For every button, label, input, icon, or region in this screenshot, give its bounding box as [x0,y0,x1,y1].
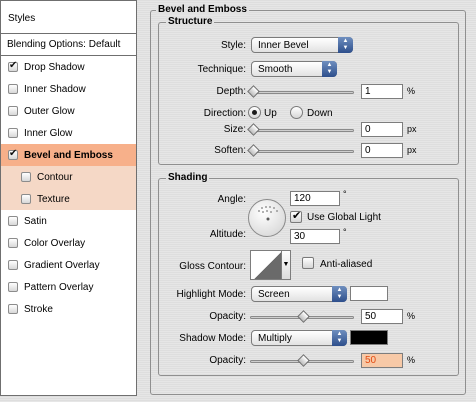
style-select-value: Inner Bevel [258,40,309,51]
style-item-label: Inner Glow [24,127,73,139]
highlight-mode-label: Highlight Mode: [176,289,246,300]
bevel-and-emboss-checkbox[interactable] [8,150,18,160]
highlight-opacity-input[interactable]: 50 [361,309,403,324]
inner-glow-checkbox[interactable] [8,128,18,138]
depth-unit: % [407,86,416,96]
texture-checkbox[interactable] [21,194,31,204]
technique-select[interactable] [251,61,337,77]
use-global-light-checkbox[interactable] [290,211,302,223]
shadow-mode-label: Shadow Mode: [179,333,246,344]
soften-unit: px [407,145,417,155]
direction-down-radio[interactable] [290,106,303,119]
style-item-texture[interactable] [1,188,136,210]
highlight-mode-value: Screen [258,289,290,300]
anti-aliased-label: Anti-aliased [320,259,373,270]
shadow-mode-select[interactable] [251,330,347,346]
style-item-outer-glow[interactable] [1,100,136,122]
up-down-arrows-icon: ▲ ▼ [332,286,347,302]
highlight-mode-select[interactable] [251,286,347,302]
direction-down-label: Down [307,108,333,119]
structure-title: Structure [168,16,213,27]
style-item-contour[interactable] [1,166,136,188]
soften-slider[interactable] [250,150,354,153]
styles-header[interactable]: Styles [1,1,136,34]
pattern-overlay-checkbox[interactable] [8,282,18,292]
size-input[interactable]: 0 [361,122,403,137]
style-item-label: Drop Shadow [24,61,85,73]
blending-options-item[interactable]: Blending Options: Default [1,34,136,56]
shadow-opacity-input[interactable]: 50 [361,353,403,368]
size-unit: px [407,124,417,134]
technique-select-value: Smooth [258,64,293,75]
style-item-label: Inner Shadow [24,83,86,95]
direction-up-radio[interactable] [248,106,261,119]
altitude-unit: ° [343,227,347,237]
style-item-label: Contour [37,171,73,183]
shadow-opacity-slider[interactable] [250,360,354,363]
inner-shadow-checkbox[interactable] [8,84,18,94]
gloss-contour-label: Gloss Contour: [179,261,246,272]
style-item-stroke[interactable] [1,298,136,320]
style-item-label: Outer Glow [24,105,75,117]
angle-dial[interactable] [248,199,286,237]
technique-label: Technique: [197,64,246,75]
style-item-pattern-overlay[interactable] [1,276,136,298]
outer-glow-checkbox[interactable] [8,106,18,116]
style-item-label: Satin [24,215,47,227]
highlight-color-swatch[interactable] [350,286,388,301]
styles-panel [0,0,137,396]
altitude-label: Altitude: [209,229,246,240]
style-item-color-overlay[interactable] [1,232,136,254]
altitude-input[interactable]: 30 [290,229,340,244]
style-label: Style: [220,40,246,51]
angle-label: Angle: [217,194,246,205]
drop-shadow-checkbox[interactable] [8,62,18,72]
soften-label: Soften: [214,145,246,156]
stroke-checkbox[interactable] [8,304,18,314]
bevel-emboss-title: Bevel and Emboss [158,4,247,15]
up-down-arrows-icon: ▲ ▼ [332,330,347,346]
satin-checkbox[interactable] [8,216,18,226]
style-item-label: Color Overlay [24,237,86,249]
angle-input[interactable]: 120 [290,191,340,206]
style-select[interactable] [251,37,353,53]
depth-input[interactable]: 1 [361,84,403,99]
style-item-inner-glow[interactable] [1,122,136,144]
style-item-label: Stroke [24,303,53,315]
style-item-bevel-and-emboss[interactable] [1,144,136,166]
shading-title: Shading [168,172,208,183]
chevron-down-icon[interactable]: ▼ [281,250,291,280]
direction-up-label: Up [264,108,277,119]
gradient-overlay-checkbox[interactable] [8,260,18,270]
color-overlay-checkbox[interactable] [8,238,18,248]
contour-checkbox[interactable] [21,172,31,182]
style-item-label: Texture [37,193,70,205]
style-item-inner-shadow[interactable] [1,78,136,100]
style-item-satin[interactable] [1,210,136,232]
style-item-label: Pattern Overlay [24,281,94,293]
up-down-arrows-icon: ▲ ▼ [338,37,353,53]
style-item-drop-shadow[interactable] [1,56,136,78]
highlight-opacity-slider[interactable] [250,316,354,319]
angle-unit: ° [343,189,347,199]
depth-slider[interactable] [250,91,354,94]
depth-label: Depth: [216,86,246,97]
highlight-opacity-unit: % [407,311,416,321]
up-down-arrows-icon: ▲ ▼ [322,61,337,77]
angle-dial-dots-icon [249,200,287,238]
size-label: Size: [223,124,246,135]
shadow-color-swatch[interactable] [350,330,388,345]
use-global-light-label: Use Global Light [307,212,381,223]
direction-label: Direction: [203,108,246,119]
style-item-label: Gradient Overlay [24,259,100,271]
shadow-opacity-unit: % [407,355,416,365]
soften-input[interactable]: 0 [361,143,403,158]
anti-aliased-checkbox[interactable] [302,257,314,269]
style-item-label: Bevel and Emboss [24,149,113,161]
size-slider[interactable] [250,129,354,132]
style-item-gradient-overlay[interactable] [1,254,136,276]
highlight-opacity-label: Opacity: [209,311,246,322]
shading-group [158,178,459,376]
shadow-opacity-label: Opacity: [209,355,246,366]
shadow-mode-value: Multiply [258,333,292,344]
